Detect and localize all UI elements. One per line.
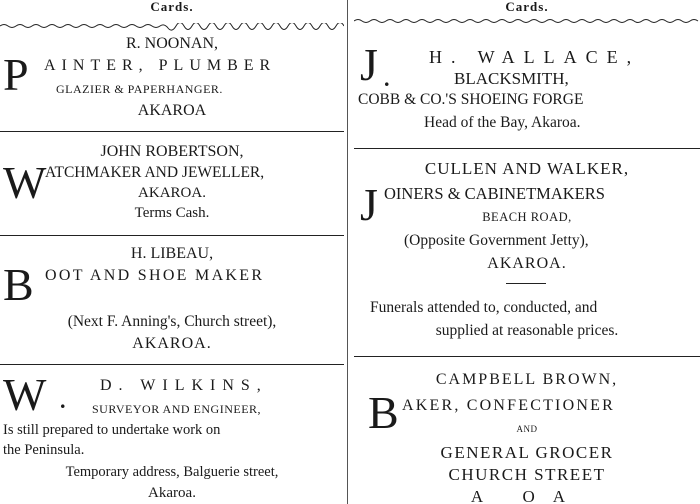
- advert-street: BEACH ROAD,: [482, 210, 572, 224]
- left-wavy-rule: [0, 23, 344, 31]
- short-dash: [506, 283, 546, 284]
- initial-dot: .: [384, 66, 390, 91]
- column-divider: [347, 0, 348, 504]
- advert-name: CAMPBELL BROWN,: [435, 371, 619, 388]
- advert-line: Head of the Bay, Akaroa.: [424, 114, 581, 131]
- advert-line: Funerals attended to, conducted, and: [370, 299, 598, 316]
- advert-line: CHURCH STREET: [448, 465, 606, 484]
- advert-divider: [0, 131, 344, 132]
- left-column-header: Cards.: [150, 0, 194, 14]
- advert-line: Is still prepared to undertake work on: [3, 422, 221, 438]
- initial-dot: .: [60, 388, 66, 413]
- advert-town: AKAROA.: [132, 335, 212, 352]
- drop-cap: J: [360, 39, 378, 90]
- advert-line: supplied at reasonable prices.: [435, 322, 619, 339]
- advert-address: (Next F. Anning's, Church street),: [67, 313, 277, 330]
- advert-subtrade: GLAZIER & PAPERHANGER.: [56, 82, 223, 96]
- drop-cap: W: [3, 369, 47, 420]
- advert-divider: [354, 148, 700, 149]
- advert-trade: AINTER, PLUMBER: [44, 57, 277, 74]
- advert-town: AKAROA.: [487, 255, 567, 272]
- advert-divider: [354, 356, 700, 357]
- right-column: [354, 0, 700, 504]
- advert-line: GENERAL GROCER: [440, 443, 614, 462]
- advert-trade: SURVEYOR AND ENGINEER,: [92, 402, 262, 416]
- advert-name: R. NOONAN,: [126, 35, 218, 52]
- advert-town: AKAROA: [137, 102, 207, 119]
- drop-cap: P: [3, 49, 29, 100]
- advert-and: AND: [516, 424, 538, 434]
- right-wavy-rule: [354, 18, 700, 26]
- advert-name: JOHN ROBERTSON,: [100, 143, 244, 160]
- advert-divider: [0, 235, 344, 236]
- advert-line: COBB & CO.'S SHOEING FORGE: [358, 91, 584, 108]
- advert-name: H. WALLACE,: [429, 47, 641, 67]
- drop-cap: J: [360, 179, 378, 230]
- advert-town: AKAROA.: [138, 185, 206, 201]
- advert-name: D. WILKINS,: [100, 377, 268, 394]
- advert-town: A OA: [470, 487, 584, 504]
- advert-line: Temporary address, Balguerie street,: [65, 464, 279, 480]
- advert-divider: [0, 364, 344, 365]
- right-column-header: Cards.: [505, 0, 549, 14]
- advert-trade: BLACKSMITH,: [454, 69, 569, 88]
- advert-trade: AKER, CONFECTIONER: [402, 397, 615, 414]
- drop-cap: B: [368, 387, 399, 438]
- advert-name: CULLEN AND WALKER,: [424, 159, 630, 178]
- advert-trade: OINERS & CABINETMAKERS: [384, 184, 605, 203]
- left-column: [0, 0, 344, 504]
- drop-cap: B: [3, 259, 34, 310]
- advert-address: (Opposite Government Jetty),: [404, 232, 589, 249]
- advert-trade: OOT AND SHOE MAKER: [45, 267, 265, 284]
- advert-town: Akaroa.: [148, 485, 196, 501]
- advert-name: H. LIBEAU,: [130, 245, 214, 262]
- drop-cap: W: [3, 157, 47, 208]
- advert-line: the Peninsula.: [3, 442, 85, 458]
- advert-note: Terms Cash.: [134, 205, 210, 221]
- advert-trade: ATCHMAKER AND JEWELLER,: [45, 164, 265, 181]
